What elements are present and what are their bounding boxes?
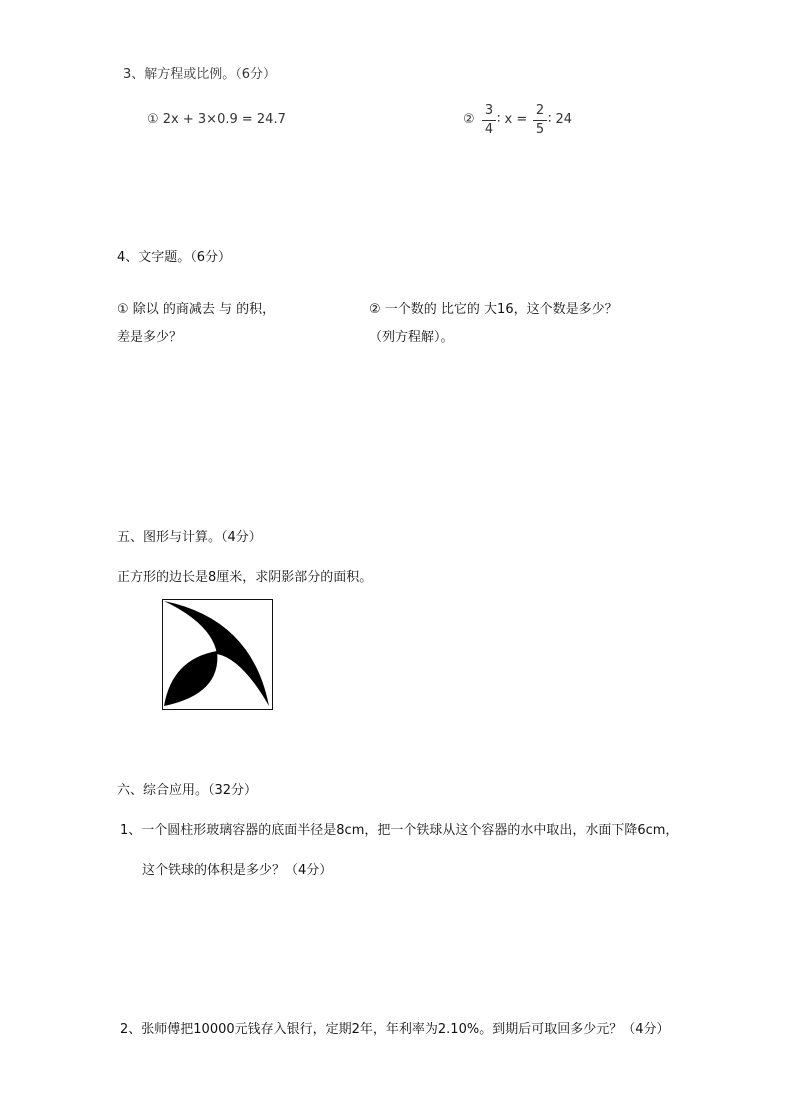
q4-title: 4、文字题。（6分） [117, 250, 232, 265]
shaded-square-figure [162, 599, 273, 710]
q4-problem-2-line-1: ② 一个数的 比它的 大16，这个数是多少？ [369, 302, 618, 317]
q3-equation-1: ① 2x + 3×0.9 = 24.7 [147, 112, 286, 127]
sec6-q1-line-1: 1、一个圆柱形玻璃容器的底面半径是8cm，把一个铁球从这个容器的水中取出，水面下降6cm， [120, 823, 679, 838]
fraction-denominator: 4 [484, 122, 494, 137]
sec6-title: 六、综合应用。（32分） [117, 783, 258, 798]
q3-title: 3、解方程或比例。（6分） [123, 67, 277, 82]
q3-eq2-suffix: ∶ 24 [548, 112, 573, 127]
q3-eq2-prefix: ② [463, 112, 475, 127]
sec5-description: 正方形的边长是8厘米，求阴影部分的面积。 [117, 570, 373, 585]
fraction-numerator: 3 [484, 103, 494, 118]
q3-eq2-fraction-1 [482, 104, 496, 136]
q3-eq2-fraction-2 [533, 104, 547, 136]
q4-problem-1-line-2: 差是多少？ [117, 330, 183, 345]
q4-problem-2-line-2: （列方程解）。 [369, 330, 454, 345]
fraction-numerator: 2 [535, 103, 545, 118]
fraction-denominator: 5 [535, 122, 545, 137]
fraction-bar [533, 120, 547, 121]
sec5-title: 五、图形与计算。（4分） [117, 530, 262, 545]
fraction-bar [482, 120, 496, 121]
q4-problem-1-line-1: ① 除以 的商减去 与 的积， [117, 302, 276, 317]
q3-eq2-middle: ∶ x = [497, 112, 528, 127]
sec6-q1-line-2: 这个铁球的体积是多少？（4分） [142, 863, 333, 878]
sec6-q2: 2、张师傅把10000元钱存入银行，定期2年，年利率为2.10%。到期后可取回多少元？（4分） [120, 1022, 670, 1037]
